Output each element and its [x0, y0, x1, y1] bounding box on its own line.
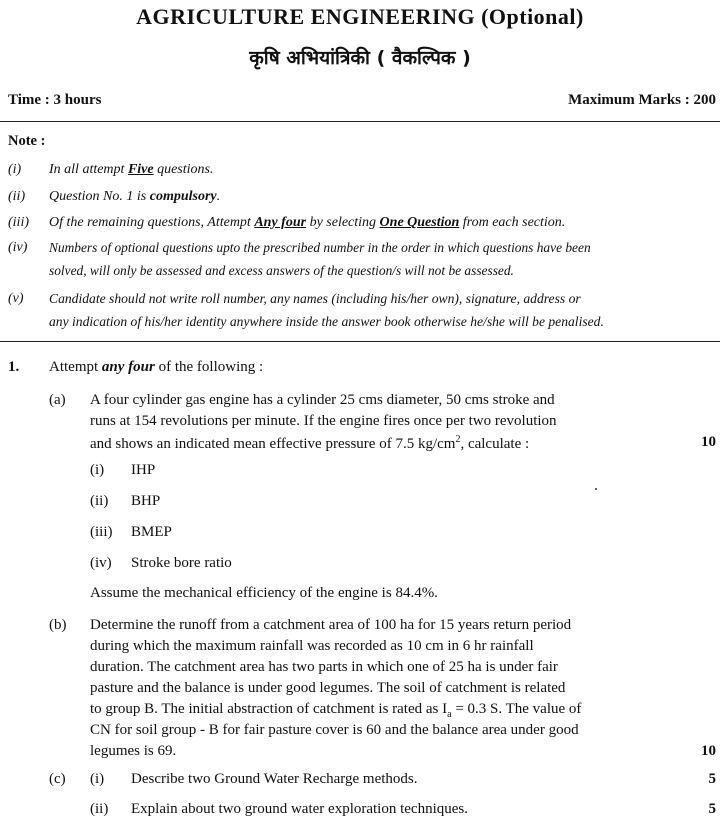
subquestion-a-line: A four cylinder gas engine has a cylinder 25 cms diameter, 50 cms stroke and	[90, 392, 555, 408]
time-label: Time : 3 hours	[8, 92, 102, 108]
part-text: Describe two Ground Water Recharge methods.	[131, 771, 418, 787]
assumption-text: Assume the mechanical efficiency of the engine is 84.4%.	[90, 585, 438, 601]
marks: 5	[708, 801, 716, 817]
subquestion-b-line: to group B. The initial abstraction of catchment is rated as $I_a = 0.3$ S. The value of	[90, 701, 582, 720]
subquestion-label: (a)	[49, 392, 66, 408]
subquestion-a-line: runs at 154 revolutions per minute. If the engine fires once per two revolution	[90, 413, 557, 429]
subquestion-label: (b)	[49, 617, 67, 633]
part-num: (i)	[90, 771, 105, 787]
marks: 10	[701, 743, 716, 759]
part-num: (ii)	[90, 801, 109, 817]
subquestion-b-line: during which the maximum rainfall was recorded as 10 cm in 6 hr rainfall	[90, 638, 534, 654]
note-item: Of the remaining questions, Attempt Any four by selecting One Question from each section.	[49, 215, 566, 230]
note-num: (iii)	[8, 215, 29, 230]
subquestion-label: (c)	[49, 771, 66, 787]
note-item-line: Candidate should not write roll number, any names (including his/her own), signature, address or	[49, 291, 581, 306]
note-item: Question No. 1 is compulsory.	[49, 189, 221, 204]
subquestion-b-line: pasture and the balance is under good legumes. The soil of catchment is related	[90, 680, 566, 696]
part-num: (ii)	[90, 493, 109, 509]
part-text: Explain about two ground water exploration techniques.	[131, 801, 468, 817]
note-item-line: solved, will only be assessed and excess answers of the question/s will not be assessed.	[49, 263, 514, 278]
max-marks-label: Maximum Marks : 200	[568, 92, 716, 108]
title-hindi: कृषि अभियांत्रिकी ( वैकल्पिक )	[249, 47, 471, 69]
part-text: IHP	[131, 462, 156, 478]
subquestion-b-line: CN for soil group - B for fair pasture cover is 60 and the balance area under good	[90, 722, 579, 738]
question-intro: Attempt any four of the following :	[49, 359, 264, 375]
marks: 5	[708, 771, 716, 787]
part-num: (i)	[90, 462, 105, 478]
subquestion-b-line: duration. The catchment area has two parts in which one of 25 ha is under fair	[90, 659, 558, 675]
note-item: In all attempt Five questions.	[49, 162, 214, 177]
part-num: (iii)	[90, 524, 113, 540]
note-rule	[0, 341, 720, 342]
marks: 10	[701, 434, 716, 450]
part-text: BHP	[131, 493, 161, 509]
part-num: (iv)	[90, 555, 112, 571]
part-text: Stroke bore ratio	[131, 555, 232, 571]
title-english: AGRICULTURE ENGINEERING (Optional)	[136, 4, 584, 29]
note-num: (v)	[8, 291, 24, 306]
part-text: BMEP	[131, 524, 172, 540]
question-number: 1.	[8, 359, 20, 375]
note-item-line: any indication of his/her identity anywhere inside the answer book otherwise he/she will be penalised.	[49, 314, 604, 329]
top-rule	[0, 121, 720, 122]
note-num: (i)	[8, 162, 22, 177]
speck	[595, 488, 597, 490]
subquestion-b-line: Determine the runoff from a catchment area of 100 ha for 15 years return period	[90, 617, 572, 633]
note-item-line: Numbers of optional questions upto the prescribed number in the order in which questions have been	[49, 240, 591, 255]
note-num: (iv)	[8, 240, 28, 255]
note-heading: Note :	[8, 133, 46, 149]
note-num: (ii)	[8, 189, 26, 204]
subquestion-b-line: legumes is 69.	[90, 743, 177, 759]
subquestion-a-line: and shows an indicated mean effective pressure of 7.5 $kg/cm^2$, calculate :	[90, 434, 530, 452]
